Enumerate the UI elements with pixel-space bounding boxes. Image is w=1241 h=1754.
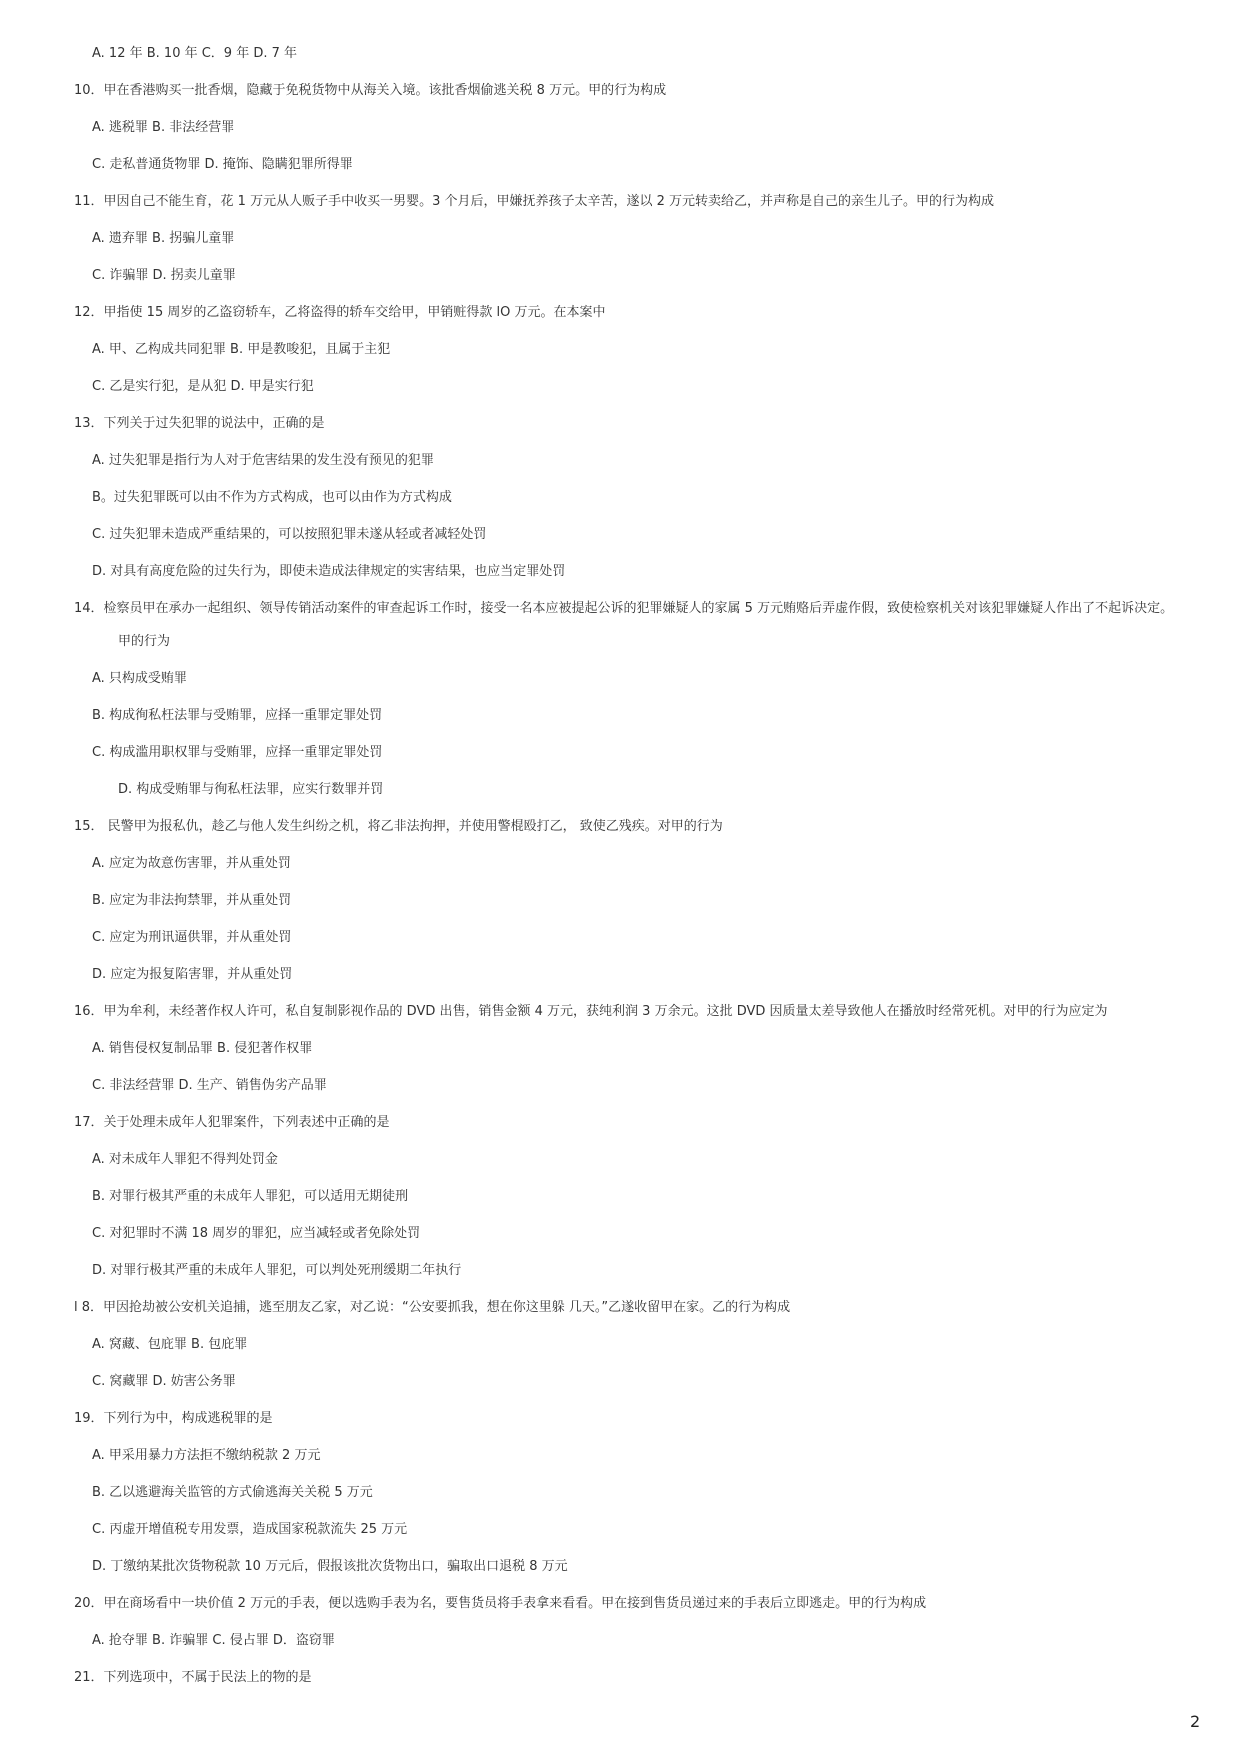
answer-option-q13-d: D. 对具有高度危险的过失行为，即使未造成法律规定的实害结果，也应当定罪处罚 [92, 564, 566, 579]
answer-option-q19-a: A. 甲采用暴力方法拒不缴纳税款 2 万元 [92, 1448, 321, 1463]
question-14: 14．检察员甲在承办一起组织、领导传销活动案件的审查起诉工作时，接受一名本应被提起公诉的犯罪嫌疑人的家属 5 万元贿赂后弄虚作假，致使检察机关对该犯罪嫌疑人作出了不起诉决定。 [74, 601, 1174, 616]
answer-option-q14-d: D. 构成受贿罪与徇私枉法罪，应实行数罪并罚 [118, 782, 384, 797]
answer-option-q19-b: B. 乙以逃避海关监管的方式偷逃海关关税 5 万元 [92, 1485, 373, 1500]
answer-option-q13-b: B。过失犯罪既可以由不作为方式构成，也可以由作为方式构成 [92, 490, 452, 505]
answer-option-q17-b: B. 对罪行极其严重的未成年人罪犯，可以适用无期徒刑 [92, 1189, 409, 1204]
answer-option-q17-c: C. 对犯罪时不满 18 周岁的罪犯，应当减轻或者免除处罚 [92, 1226, 421, 1241]
answer-option-q19-d: D. 丁缴纳某批次货物税款 10 万元后，假报该批次货物出口，骗取出口退税 8 万元 [92, 1559, 568, 1574]
question-14-continued: 甲的行为 [118, 634, 171, 649]
answer-option-q15-b: B. 应定为非法拘禁罪，并从重处罚 [92, 893, 292, 908]
answer-option-q19-c: C. 丙虚开增值税专用发票，造成国家税款流失 25 万元 [92, 1522, 408, 1537]
question-15: 15． 民警甲为报私仇，趁乙与他人发生纠纷之机，将乙非法拘押，并使用警棍殴打乙， 致使乙残疾。对甲的行为 [74, 819, 723, 834]
answer-options-q16-cd: C. 非法经营罪 D. 生产、销售伪劣产品罪 [92, 1078, 327, 1093]
question-11: 11．甲因自己不能生育，花 1 万元从人贩子手中收买一男婴。3 个月后，甲嫌抚养孩子太辛苦，遂以 2 万元转卖给乙，并声称是自己的亲生儿子。甲的行为构成 [74, 194, 995, 209]
answer-option-q15-d: D. 应定为报复陷害罪，并从重处罚 [92, 967, 293, 982]
answer-options-q11-ab: A. 遗弃罪 B. 拐骗儿童罪 [92, 231, 235, 246]
answer-options-q11-cd: C. 诈骗罪 D. 拐卖儿童罪 [92, 268, 236, 283]
page-number: 2 [1190, 1712, 1201, 1731]
question-18: l 8．甲因抢劫被公安机关追捕，逃至朋友乙家，对乙说：“公安要抓我，想在你这里躲 几天。”乙遂收留甲在家。乙的行为构成 [74, 1300, 791, 1315]
question-12: 12．甲指使 15 周岁的乙盗窃轿车，乙将盗得的轿车交给甲，甲销赃得款 lO 万元。在本案中 [74, 305, 606, 320]
question-19: 19．下列行为中，构成逃税罪的是 [74, 1411, 273, 1426]
answer-options-q20: A. 抢夺罪 B. 诈骗罪 C. 侵占罪 D．盗窃罪 [92, 1633, 335, 1648]
answer-options-q9: A. 12 年 B. 10 年 C．9 年 D. 7 年 [92, 46, 298, 61]
answer-option-q17-d: D. 对罪行极其严重的未成年人罪犯，可以判处死刑缓期二年执行 [92, 1263, 462, 1278]
answer-options-q10-ab: A. 逃税罪 B. 非法经营罪 [92, 120, 235, 135]
answer-option-q17-a: A. 对未成年人罪犯不得判处罚金 [92, 1152, 278, 1167]
question-10: 10．甲在香港购买一批香烟，隐藏于免税货物中从海关入境。该批香烟偷逃关税 8 万元。甲的行为构成 [74, 83, 667, 98]
answer-options-q10-cd: C. 走私普通货物罪 D. 掩饰、隐瞒犯罪所得罪 [92, 157, 353, 172]
answer-option-q13-c: C. 过失犯罪未造成严重结果的，可以按照犯罪未遂从轻或者减轻处罚 [92, 527, 487, 542]
question-16: 16．甲为牟利，未经著作权人许可，私自复制影视作品的 DVD 出售，销售金额 4 万元，获纯利润 3 万余元。这批 DVD 因质量太差导致他人在播放时经常死机。对甲的行为应定为 [74, 1004, 1108, 1019]
answer-option-q13-a: A. 过失犯罪是指行为人对于危害结果的发生没有预见的犯罪 [92, 453, 434, 468]
answer-options-q12-ab: A. 甲、乙构成共同犯罪 B. 甲是教唆犯，且属于主犯 [92, 342, 391, 357]
answer-option-q15-a: A. 应定为故意伤害罪，并从重处罚 [92, 856, 291, 871]
question-20: 20．甲在商场看中一块价值 2 万元的手表，便以选购手表为名，要售货员将手表拿来看看。甲在接到售货员递过来的手表后立即逃走。甲的行为构成 [74, 1596, 927, 1611]
answer-options-q18-ab: A. 窝藏、包庇罪 B. 包庇罪 [92, 1337, 248, 1352]
question-17: 17．关于处理未成年人犯罪案件，下列表述中正确的是 [74, 1115, 390, 1130]
answer-option-q14-a: A. 只构成受贿罪 [92, 671, 187, 686]
answer-options-q16-ab: A. 销售侵权复制品罪 B. 侵犯著作权罪 [92, 1041, 313, 1056]
answer-option-q14-c: C. 构成滥用职权罪与受贿罪，应择一重罪定罪处罚 [92, 745, 383, 760]
answer-options-q12-cd: C. 乙是实行犯，是从犯 D. 甲是实行犯 [92, 379, 314, 394]
answer-option-q15-c: C. 应定为刑讯逼供罪，并从重处罚 [92, 930, 292, 945]
answer-options-q18-cd: C. 窝藏罪 D. 妨害公务罪 [92, 1374, 236, 1389]
question-21: 21．下列选项中，不属于民法上的物的是 [74, 1670, 312, 1685]
answer-option-q14-b: B. 构成徇私枉法罪与受贿罪，应择一重罪定罪处罚 [92, 708, 383, 723]
question-13: 13．下列关于过失犯罪的说法中，正确的是 [74, 416, 325, 431]
